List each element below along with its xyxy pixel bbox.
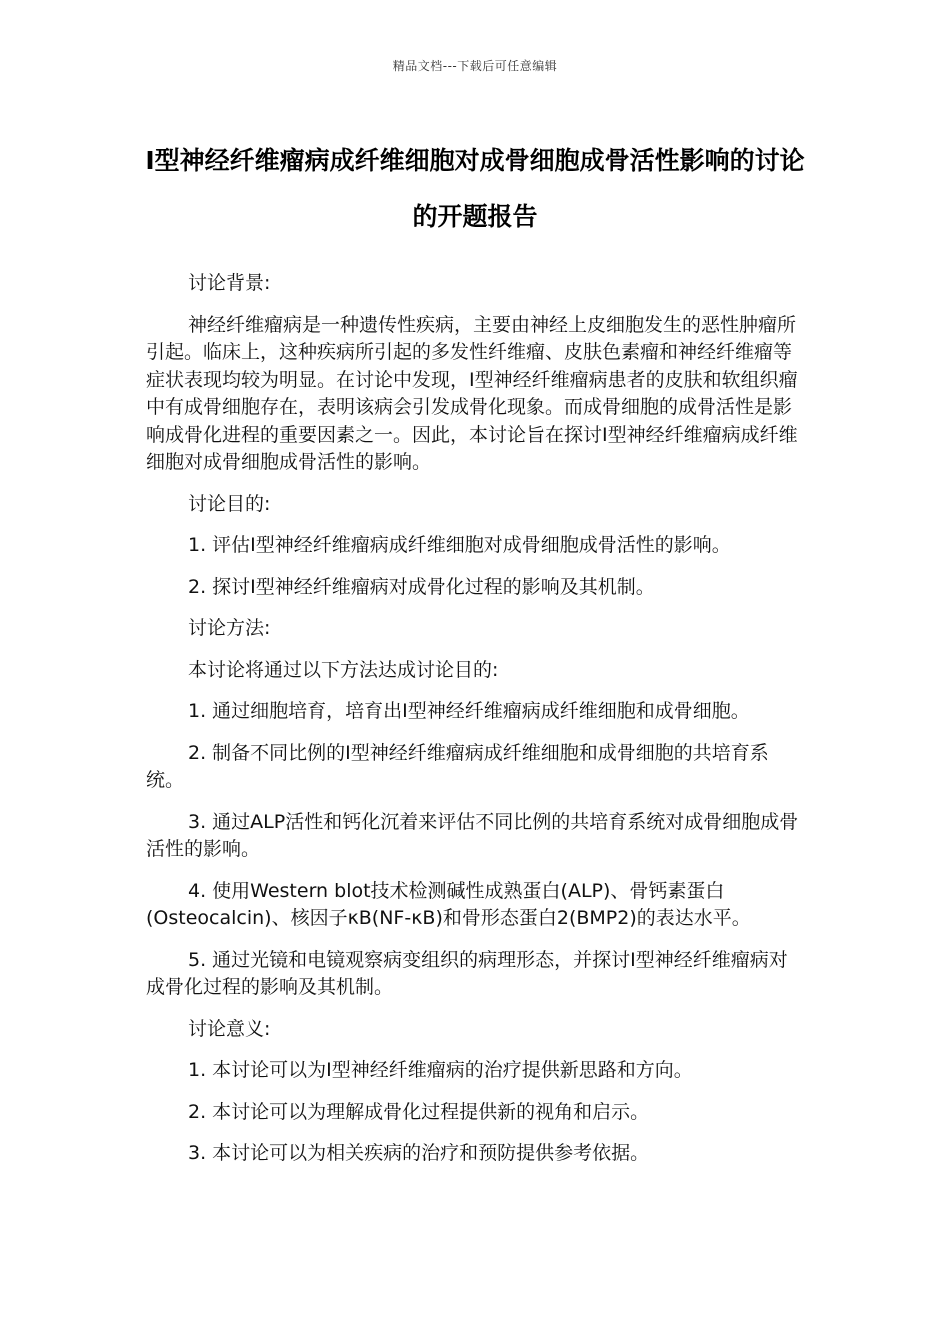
significance-item-1: 1. 本讨论可以为I型神经纤维瘤病的治疗提供新思路和方向。: [188, 1059, 693, 1081]
method-item-1: 1. 通过细胞培育，培育出I型神经纤维瘤病成纤维细胞和成骨细胞。: [188, 700, 750, 722]
section-heading-background: 讨论背景:: [188, 272, 271, 294]
document-title: I型神经纤维瘤病成纤维细胞对成骨细胞成骨活性影响的讨论的开题报告: [145, 146, 805, 231]
document-body: [146, 270, 806, 1182]
methods-intro: 本讨论将通过以下方法达成讨论目的:: [188, 658, 499, 681]
method-item-5: 5. 通过光镜和电镜观察病变组织的病理形态，并探讨I型神经纤维瘤病对成骨化过程的影响及其机制。: [146, 948, 788, 998]
method-item-4: 4. 使用Western blot技术检测碱性成熟蛋白(ALP)、骨钙素蛋白(Osteocalcin)、核因子κB(NF-κB)和骨形态蛋白2(BMP2)的表达水平。: [146, 879, 751, 929]
background-paragraph: 神经纤维瘤病是一种遗传性疾病，主要由神经上皮细胞发生的恶性肿瘤所引起。临床上，这种疾病所引起的多发性纤维瘤、皮肤色素瘤和神经纤维瘤等症状表现均较为明显。在讨论中发现，I型神经纤维瘤病患者的皮肤和软组织瘤中有成骨细胞存在，表明该病会引发成骨化现象。而成骨细胞的成骨活性是影响成骨化进程的重要因素之一。因此，本讨论旨在探讨I型神经纤维瘤病成纤维细胞对成骨细胞成骨活性的影响。: [146, 313, 798, 473]
objective-item-2: 2. 探讨I型神经纤维瘤病对成骨化过程的影响及其机制。: [188, 575, 655, 598]
significance-item-3: 3. 本讨论可以为相关疾病的治疗和预防提供参考依据。: [188, 1142, 650, 1164]
method-item-2: 2. 制备不同比例的I型神经纤维瘤病成纤维细胞和成骨细胞的共培育系统。: [146, 741, 769, 791]
significance-item-2: 2. 本讨论可以为理解成骨化过程提供新的视角和启示。: [188, 1100, 650, 1123]
section-heading-methods: 讨论方法:: [188, 617, 271, 639]
section-heading-objectives: 讨论目的:: [188, 492, 271, 515]
method-item-3: 3. 通过ALP活性和钙化沉着来评估不同比例的共培育系统对成骨细胞成骨活性的影响。: [146, 810, 799, 860]
objective-item-1: 1. 评估I型神经纤维瘤病成纤维细胞对成骨细胞成骨活性的影响。: [188, 534, 731, 556]
section-heading-significance: 讨论意义:: [188, 1017, 271, 1040]
header-note: 精品文档---下载后可任意编辑: [392, 59, 558, 73]
